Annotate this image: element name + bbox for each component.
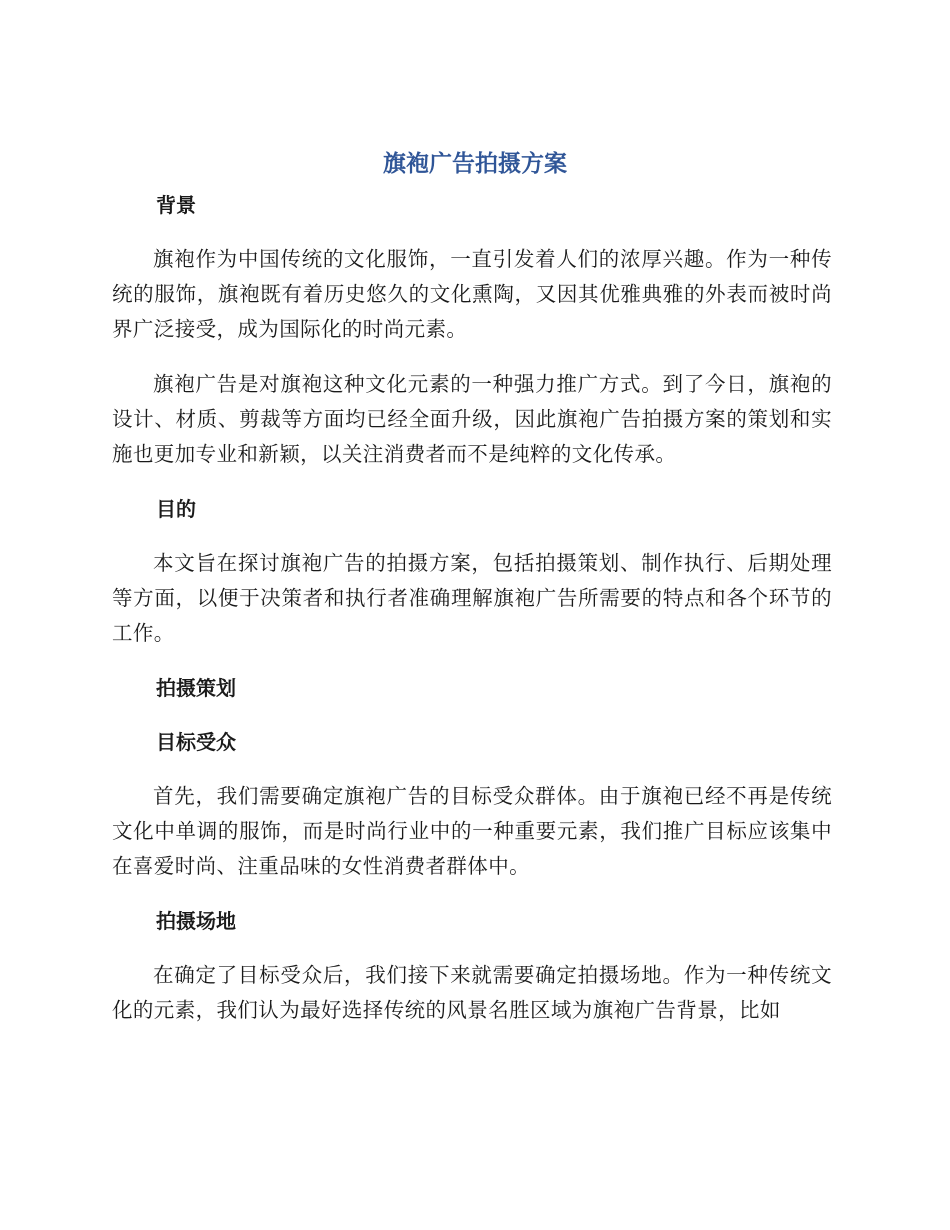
section-heading-location: 拍摄场地: [156, 909, 236, 933]
paragraph-background-2: 旗袍广告是对旗袍这种文化元素的一种强力推广方式。到了今日，旗袍的设计、材质、剪裁等方面均已经全面升级，因此旗袍广告拍摄方案的策划和实施也更加专业和新颖，以关注消费者而不是纯粹的文化传承。: [112, 372, 832, 466]
paragraph-background-1: 旗袍作为中国传统的文化服饰，一直引发着人们的浓厚兴趣。作为一种传统的服饰，旗袍既有着历史悠久的文化熏陶，又因其优雅典雅的外表而被时尚界广泛接受，成为国际化的时尚元素。: [112, 247, 832, 341]
paragraph-target-audience: 首先，我们需要确定旗袍广告的目标受众群体。由于旗袍已经不再是传统文化中单调的服饰，而是时尚行业中的一种重要元素，我们推广目标应该集中在喜爱时尚、注重品味的女性消费者群体中。: [112, 784, 832, 878]
section-heading-purpose: 目的: [156, 497, 196, 521]
paragraph-purpose: 本文旨在探讨旗袍广告的拍摄方案，包括拍摄策划、制作执行、后期处理等方面，以便于决策者和执行者准确理解旗袍广告所需要的特点和各个环节的工作。: [112, 551, 832, 645]
page-title: 旗袍广告拍摄方案: [383, 151, 567, 177]
section-heading-background: 背景: [156, 193, 196, 217]
section-heading-target-audience: 目标受众: [156, 730, 236, 754]
section-heading-shooting-plan: 拍摄策划: [156, 676, 236, 700]
document-body: [112, 188, 832, 1048]
paragraph-location: 在确定了目标受众后，我们接下来就需要确定拍摄场地。作为一种传统文化的元素，我们认为最好选择传统的风景名胜区域为旗袍广告背景，比如: [112, 963, 832, 1022]
